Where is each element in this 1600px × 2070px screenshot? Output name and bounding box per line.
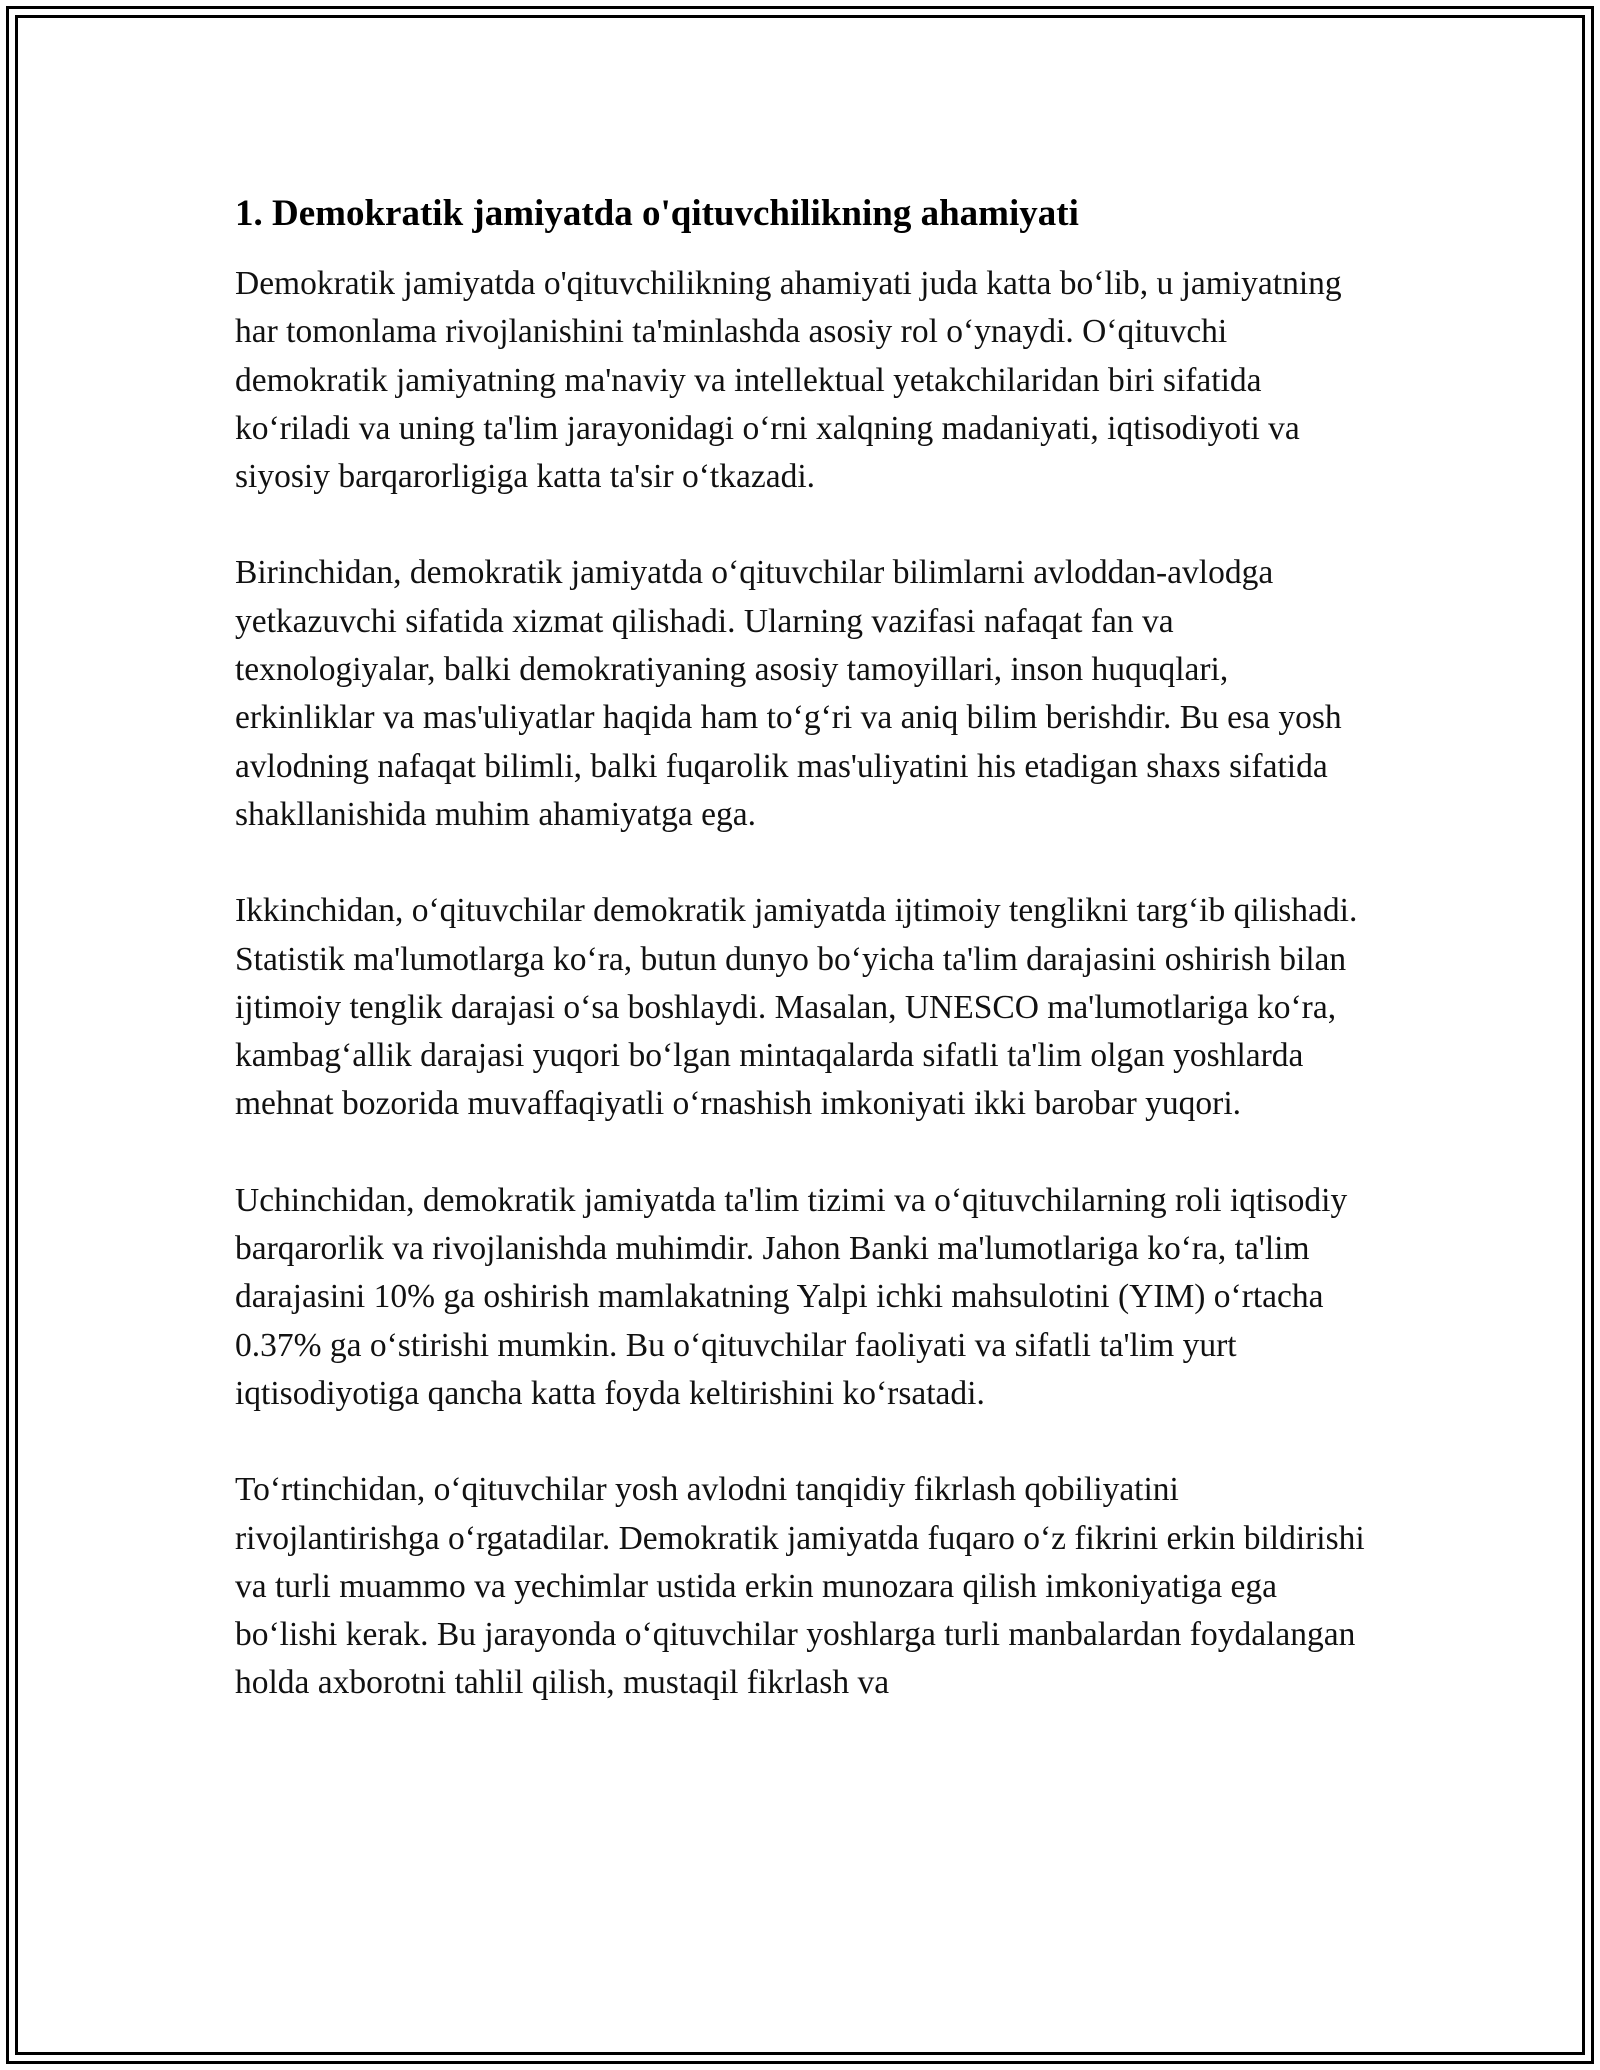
paragraph-third-point: Uchinchidan, demokratik jamiyatda ta'lim tizimi va o‘qituvchilarning roli iqtisodiy barqarorlik va rivojlanishda muhimdir. Jahon Banki ma'lumotlariga ko‘ra, ta'lim darajasini 10% ga oshirish mamlakatning Yalpi ichki mahsulotini (YIM) o‘rtacha 0.37% ga o‘stirishi mumkin. Bu o‘qituvchilar faoliyati va sifatli ta'lim yurt iqtisodiyotiga qancha katta foyda keltirishini ko‘rsatadi. [235,1181,1348,1412]
paragraph-first-point: Birinchidan, demokratik jamiyatda o‘qituvchilar bilimlarni avloddan-avlodga yetkazuvchi sifatida xizmat qilishadi. Ularning vazifasi nafaqat fan va texnologiyalar, balki demokratiyaning asosiy tamoyillari, inson huquqlari, erkinliklar va mas'uliyatlar haqida ham to‘g‘ri va aniq bilim berishdir. Bu esa yosh avlodning nafaqat bilimli, balki fuqarolik mas'uliyatini his etadigan shaxs sifatida shakllanishida muhim ahamiyatga ega. [235,554,1342,833]
paragraph-intro: Demokratik jamiyatda o'qituvchilikning ahamiyati juda katta bo‘lib, u jamiyatning har tomonlama rivojlanishini ta'minlashda asosiy rol o‘ynaydi. O‘qituvchi demokratik jamiyatning ma'naviy va intellektual yetakchilaridan biri sifatida ko‘riladi va uning ta'lim jarayonidagi o‘rni xalqning madaniyati, iqtisodiyoti va siyosiy barqarorligiga katta ta'sir o‘tkazadi. [235,265,1342,496]
paragraph-fourth-point: To‘rtinchidan, o‘qituvchilar yosh avlodni tanqidiy fikrlash qobiliyatini rivojlantirishga o‘rgatadilar. Demokratik jamiyatda fuqaro o‘z fikrini erkin bildirishi va turli muammo va yechimlar ustida erkin munozara qilish imkoniyatiga ega bo‘lishi kerak. Bu jarayonda o‘qituvchilar yoshlarga turli manbalardan foydalangan holda axborotni tahlil qilish, mustaqil fikrlash va [235,1471,1365,1702]
section-heading: 1. Demokratik jamiyatda o'qituvchilikning ahamiyati [235,193,1079,234]
paragraph-second-point: Ikkinchidan, o‘qituvchilar demokratik jamiyatda ijtimoiy tenglikni targ‘ib qilishadi. Statistik ma'lumotlarga ko‘ra, butun dunyo bo‘yicha ta'lim darajasini oshirish bilan ijtimoiy tenglik darajasi o‘sa boshlaydi. Masalan, UNESCO ma'lumotlariga ko‘ra, kambag‘allik darajasi yuqori bo‘lgan mintaqalarda sifatli ta'lim olgan yoshlarda mehnat bozorida muvaffaqiyatli o‘rnashish imkoniyati ikki barobar yuqori. [235,892,1358,1123]
document-body [235,190,1375,1756]
